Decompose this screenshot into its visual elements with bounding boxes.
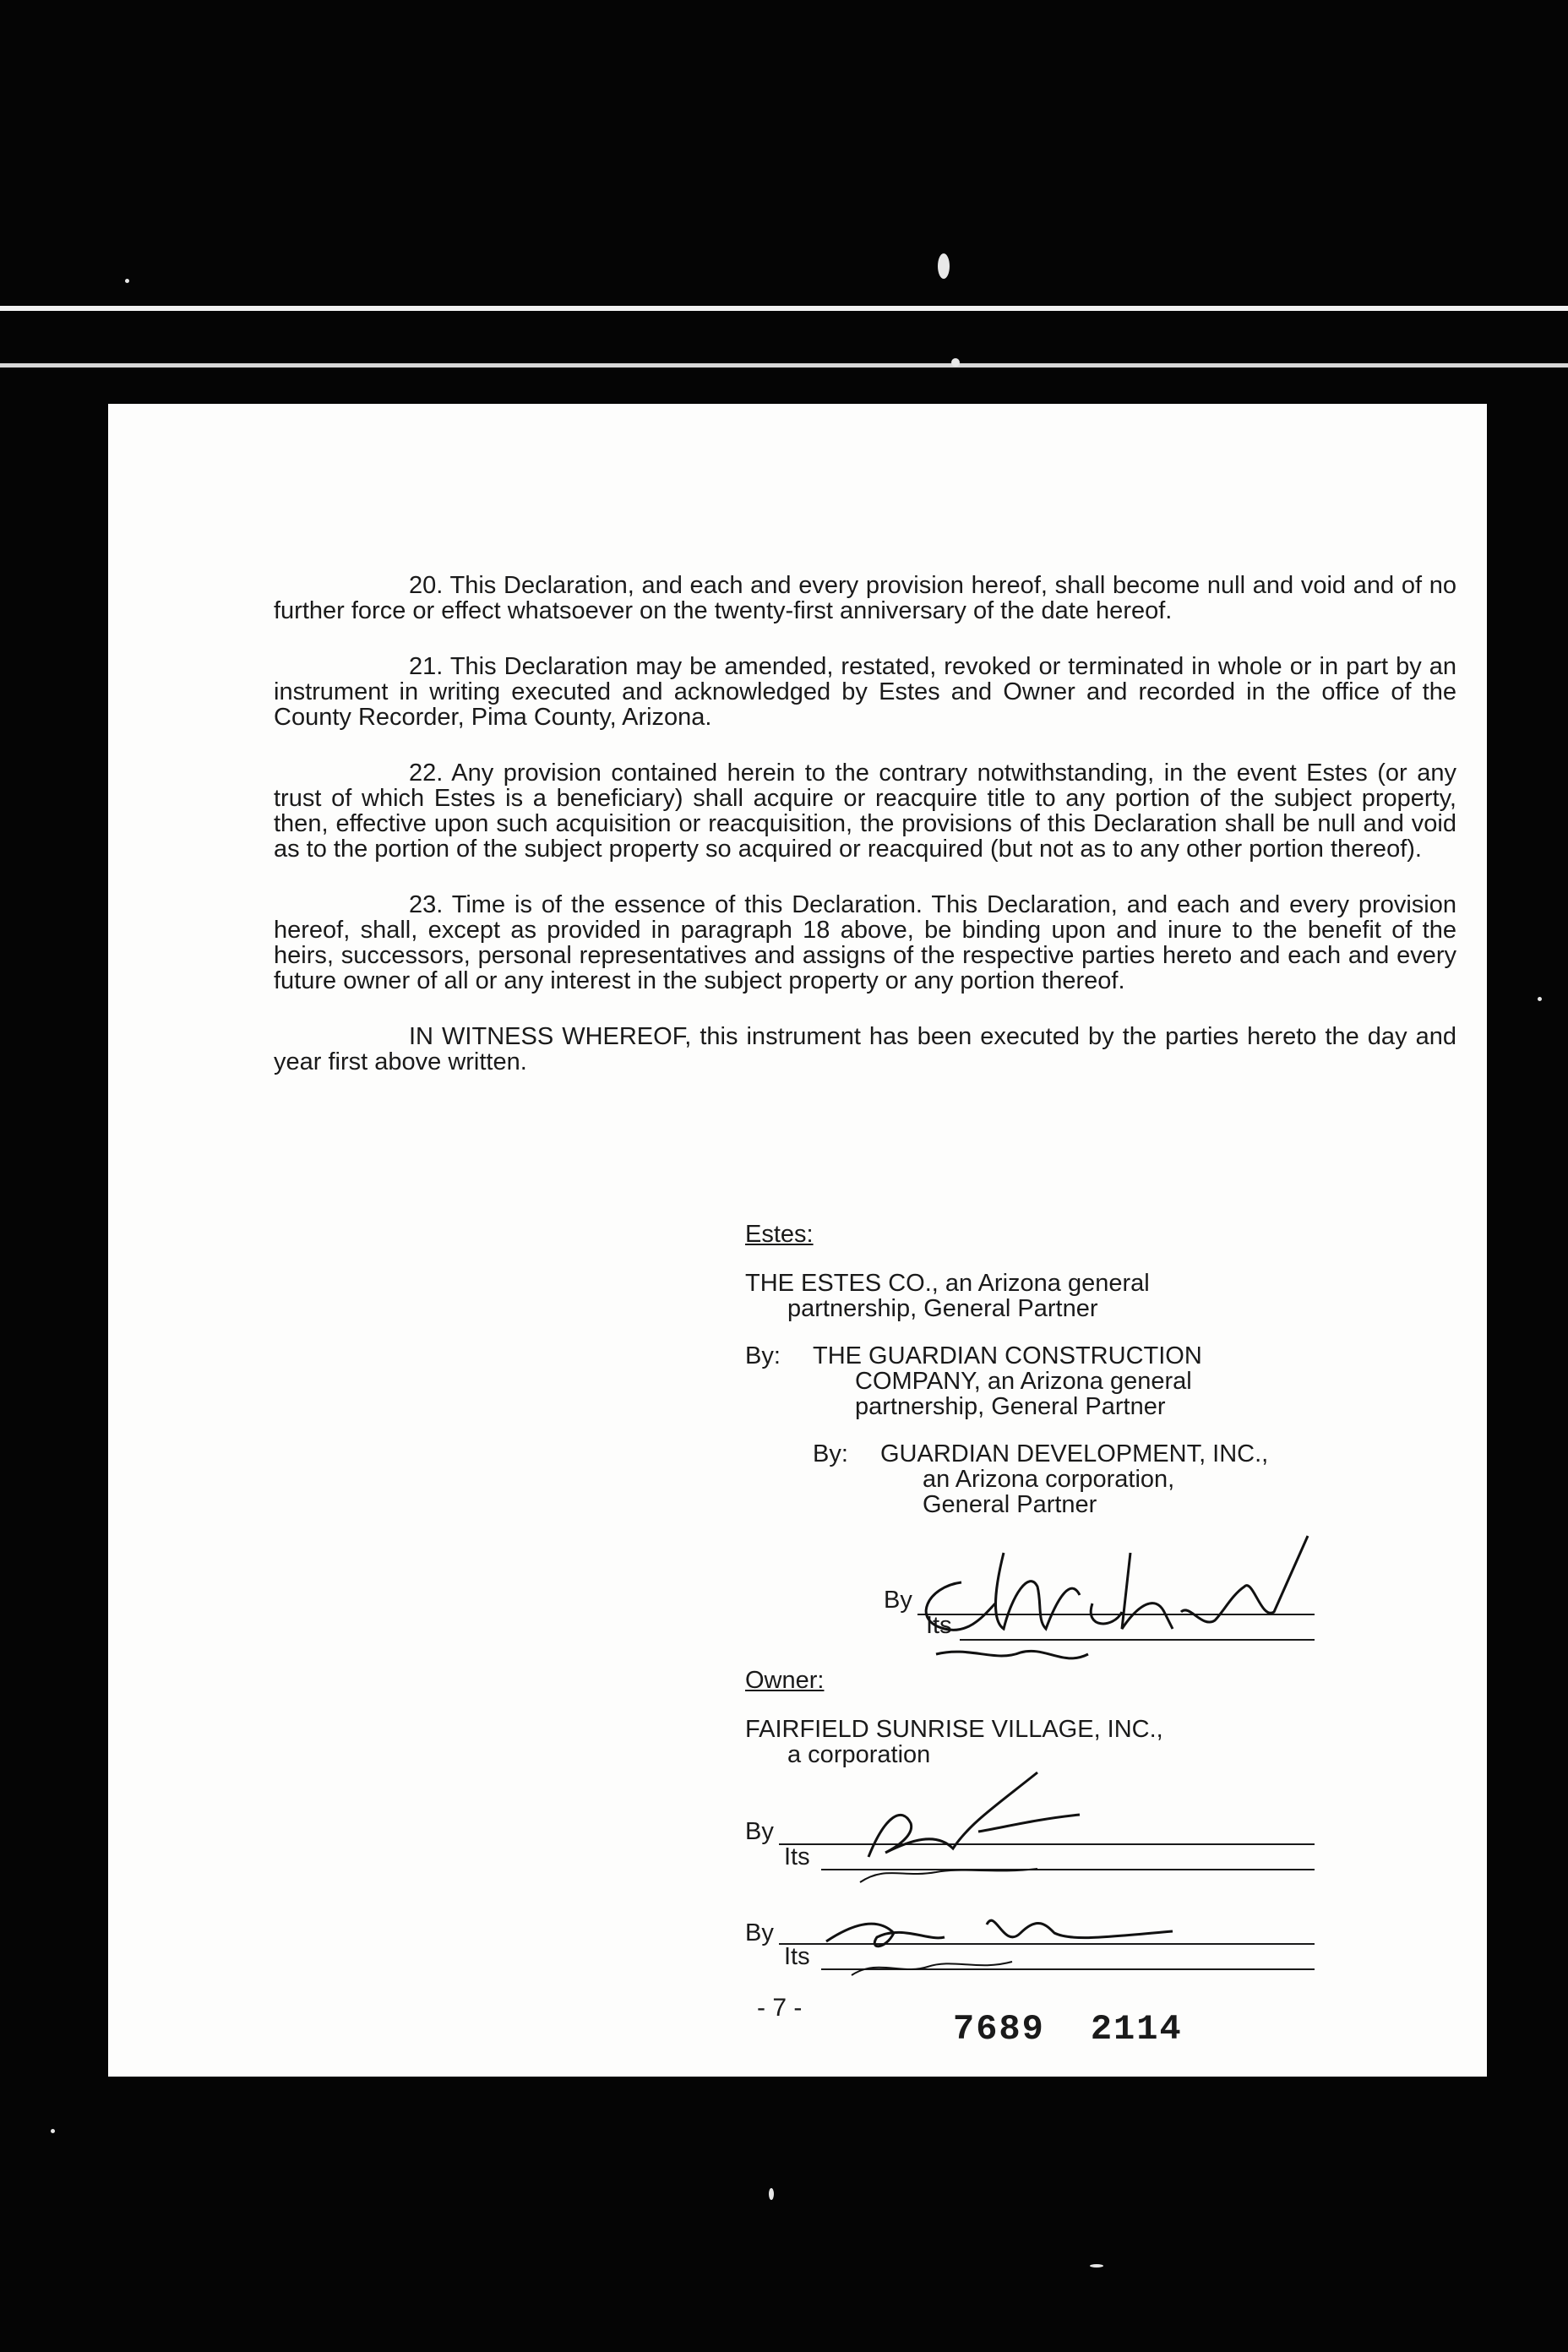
paragraph-22 xyxy=(274,760,1456,862)
scan-edge-line xyxy=(0,363,1568,368)
scan-speck xyxy=(951,358,960,367)
owner-signature-block xyxy=(745,1668,1472,1767)
owner-signature-image-1 xyxy=(835,1756,1105,1882)
paragraph-20 xyxy=(274,573,1456,623)
document-page xyxy=(108,404,1487,2077)
paragraph-21 xyxy=(274,654,1456,730)
estes-signature-image xyxy=(911,1502,1316,1671)
scan-speck xyxy=(938,253,950,279)
recording-docket: 7689 xyxy=(953,2009,1045,2050)
by-label: By xyxy=(745,1919,774,1946)
guardian-construction-name: THE GUARDIAN CONSTRUCTION xyxy=(813,1342,1202,1369)
owner-signature-image-2 xyxy=(818,1874,1190,1984)
by-prefix: By: xyxy=(745,1342,781,1369)
document-body xyxy=(274,573,1456,1075)
scan-speck xyxy=(125,279,129,283)
its-label: Its xyxy=(926,1612,952,1639)
scan-speck xyxy=(1538,997,1542,1001)
paragraph-number: 20. xyxy=(409,572,444,599)
by-label: By xyxy=(884,1587,912,1614)
paragraph-text: This Declaration may be amended, restated, revoked or terminated in whole or in part by an instrument in writing executed and acknowledged by Estes and Owner and recorded in the office of the County Recorder, Pima County, Arizona. xyxy=(274,653,1456,731)
estes-by-guardian-construction xyxy=(745,1343,1472,1369)
guardian-construction-line: COMPANY, an Arizona general xyxy=(855,1368,1192,1395)
scan-speck xyxy=(1090,2264,1103,2268)
guardian-construction-line: partnership, General Partner xyxy=(855,1393,1166,1420)
paragraph-23 xyxy=(274,892,1456,994)
recording-number xyxy=(953,2009,1183,2050)
estes-entity-line: THE ESTES CO., an Arizona general xyxy=(745,1270,1150,1297)
recording-page: 2114 xyxy=(1090,2009,1183,2050)
guardian-development-name: GUARDIAN DEVELOPMENT, INC., xyxy=(880,1440,1269,1467)
guardian-development-line: an Arizona corporation, xyxy=(923,1466,1175,1493)
paragraph-text: This Declaration, and each and every provision hereof, shall become null and void and of no further force or effect whatsoever on the twenty-first anniversary of the date hereof. xyxy=(274,572,1456,624)
paragraph-number: 22. xyxy=(409,760,444,787)
witness-clause: IN WITNESS WHEREOF, this instrument has been executed by the parties hereto the day and year first above written. xyxy=(274,1023,1456,1075)
paragraph-number: 23. xyxy=(409,891,444,918)
estes-entity-line: partnership, General Partner xyxy=(787,1295,1098,1322)
by-prefix: By: xyxy=(813,1440,848,1467)
owner-heading: Owner: xyxy=(745,1667,825,1694)
owner-entity-line: a corporation xyxy=(787,1741,931,1768)
its-label: Its xyxy=(784,1843,810,1870)
by-label: By xyxy=(745,1818,774,1845)
paragraph-text: Time is of the essence of this Declaration. This Declaration, and each and every provision hereof, shall, except as provided in paragraph 18 above, be binding upon and inure to the benefit of the heirs, successors, personal representatives and assigns of the respective parties hereto and each and every future owner of all or any interest in the subject property or any portion thereof. xyxy=(274,891,1456,994)
its-label: Its xyxy=(784,1943,810,1970)
scan-speck xyxy=(769,2188,774,2200)
estes-heading: Estes: xyxy=(745,1221,814,1248)
estes-signature-block xyxy=(745,1222,1472,1517)
paragraph-number: 21. xyxy=(409,653,444,680)
page-number: - 7 - xyxy=(757,1994,803,2022)
guardian-development-line: General Partner xyxy=(923,1491,1097,1518)
paragraph-text: Any provision contained herein to the contrary notwithstanding, in the event Estes (or any trust of which Estes is a beneficiary) shall acquire or reacquire title to any portion of the subject property, then, effective upon such acquisition or reacquisition, the provisions of this Declaration shall be null and void as to the portion of the subject property so acquired or reacquired (but not as to any other portion thereof). xyxy=(274,760,1456,863)
scan-edge-line xyxy=(0,306,1568,311)
owner-entity-line: FAIRFIELD SUNRISE VILLAGE, INC., xyxy=(745,1716,1163,1743)
estes-by-guardian-development xyxy=(745,1441,1472,1467)
scan-speck xyxy=(51,2129,55,2133)
